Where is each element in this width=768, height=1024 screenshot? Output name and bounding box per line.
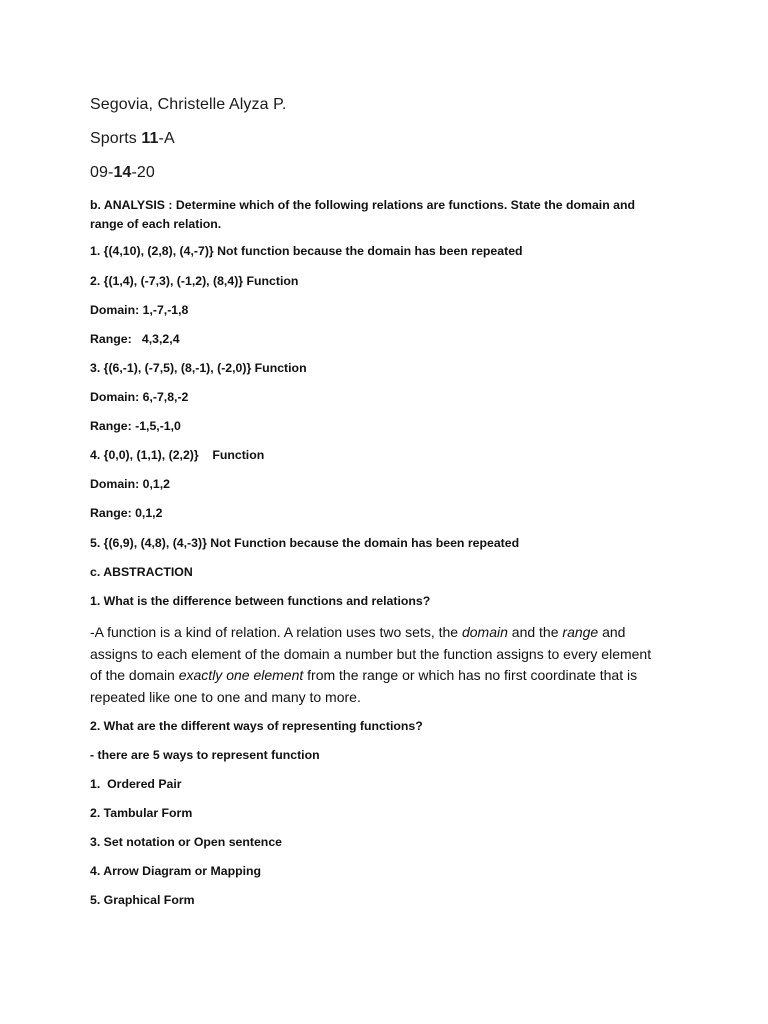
analysis-heading [90,196,670,234]
question-2: 2. What are the different ways of representing functions? [90,719,423,733]
document-date [90,164,155,182]
analysis-item-4-range: Range: 0,1,2 [90,506,163,520]
analysis-item-2: 2. {(1,4), (-7,3), (-1,2), (8,4)} Function [90,274,299,288]
analysis-item-1: 1. {(4,10), (2,8), (4,-7)} Not function because the domain has been repeated [90,244,523,258]
analysis-item-3: 3. {(6,-1), (-7,5), (8,-1), (-2,0)} Function [90,361,307,375]
analysis-item-2-range: Range: 4,3,2,4 [90,332,180,346]
section-number: 11 [141,130,159,147]
analysis-label: b. ANALYSIS : [90,198,176,212]
class-section [90,130,175,148]
section-suffix: -A [158,130,175,147]
analysis-item-2-domain: Domain: 1,-7,-1,8 [90,303,189,317]
way-item-3: 3. Set notation or Open sentence [90,835,283,849]
term-domain: domain [461,624,508,640]
analysis-item-4: 4. {0,0), (1,1), (2,2)} Function [90,448,265,462]
date-mid: 14 [113,164,132,181]
way-item-2: 2. Tambular Form [90,806,193,820]
answer-2-intro: - there are 5 ways to represent function [90,748,320,762]
term-range: range [562,624,599,640]
analysis-instructions: Determine which of the following relations are functions. State the domain and range of each relation. [90,198,636,231]
section-prefix: Sports [90,130,142,147]
abstraction-heading: c. ABSTRACTION [90,565,193,579]
analysis-item-3-domain: Domain: 6,-7,8,-2 [90,390,189,404]
student-name: Segovia, Christelle Alyza P. [90,96,287,113]
date-prefix: 09- [90,164,114,181]
analysis-item-3-range: Range: -1,5,-1,0 [90,419,181,433]
analysis-item-4-domain: Domain: 0,1,2 [90,477,170,491]
way-item-1: 1. Ordered Pair [90,777,182,791]
question-1: 1. What is the difference between functions and relations? [90,594,431,608]
answer-1: -A function is a kind of relation. A relation uses two sets, the domain and the range and assigns to each element of the domain a number but the function assigns to every element of the domain exactly one element from the range or which has no first coordinate that is repeated like one to one and many to more. [90,624,652,705]
way-item-5: 5. Graphical Form [90,893,195,907]
date-suffix: -20 [131,164,155,181]
analysis-item-5: 5. {(6,9), (4,8), (4,-3)} Not Function because the domain has been repeated [90,536,520,550]
term-exactly-one: exactly one element [178,667,304,683]
way-item-4: 4. Arrow Diagram or Mapping [90,864,262,878]
